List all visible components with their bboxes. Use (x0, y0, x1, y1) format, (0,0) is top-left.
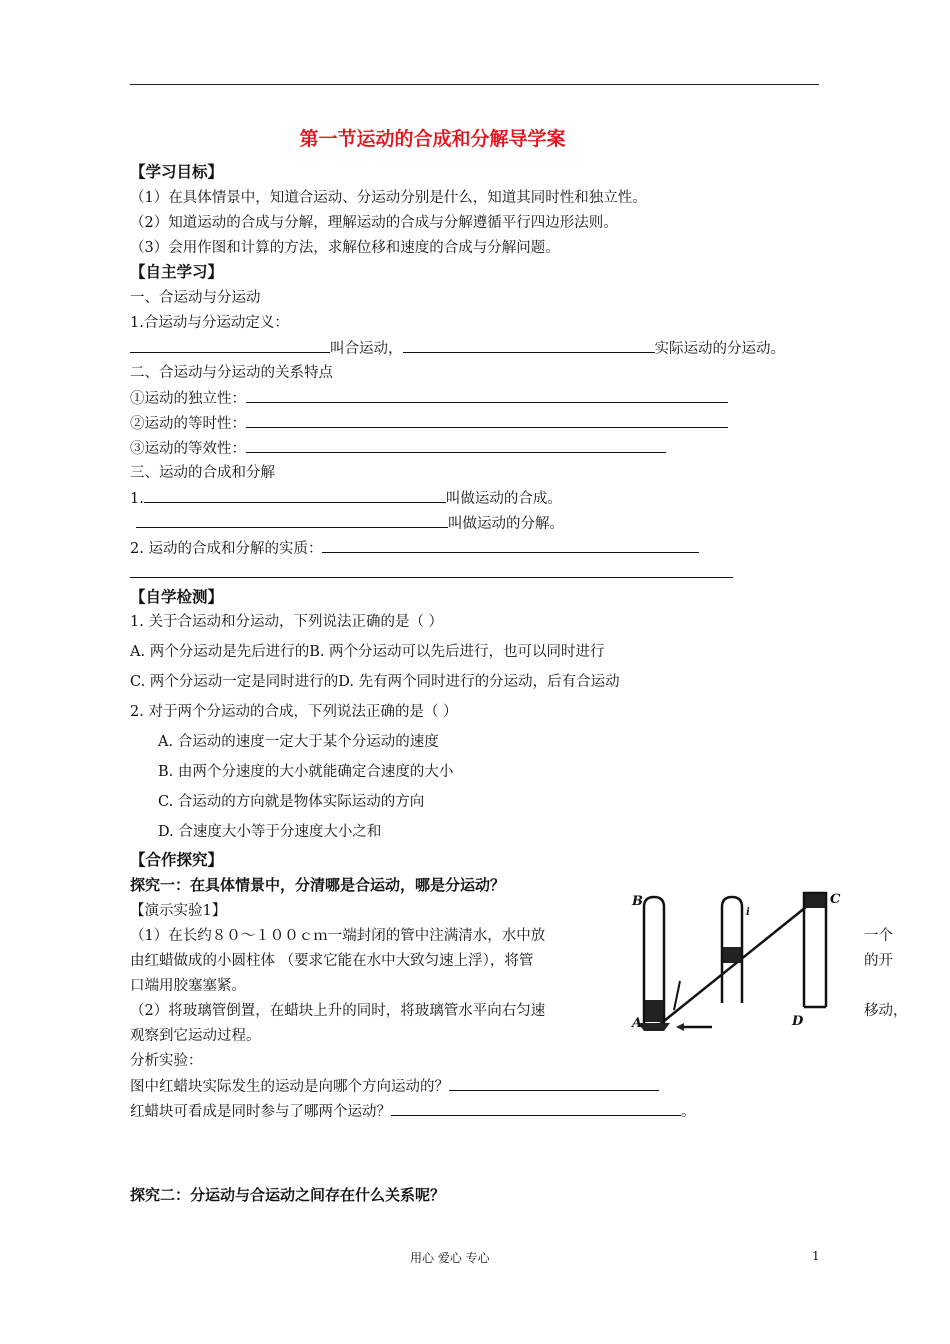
velocity-arrow (674, 981, 680, 1010)
analysis-question-text: 图中红蜡块实际发生的运动是向哪个方向运动的？ (130, 1079, 449, 1095)
definition-prompt: 1.合运动与分运动定义： (130, 315, 289, 331)
relation-independence (130, 388, 728, 409)
relation-label: ①运动的独立性： (130, 391, 246, 407)
answer-blank[interactable] (403, 338, 655, 353)
question-2-option: C. 合运动的方向就是物体实际运动的方向 (158, 794, 425, 810)
question-1-options-ab: A. 两个分运动是先后进行的B. 两个分运动可以先后进行，也可以同时进行 (130, 644, 605, 660)
stopper-base (638, 1023, 670, 1031)
wax-block-end (805, 894, 825, 908)
section-two-title: 二、合运动与分运动的关系特点 (130, 365, 333, 381)
goals-heading: 【学习目标】 (130, 163, 224, 181)
glass-tube-right (804, 893, 826, 1007)
goal-item: （3）会用作图和计算的方法，求解位移和速度的合成与分解问题。 (130, 240, 560, 256)
analysis-question-1 (130, 1076, 659, 1097)
punctuation: 。 (681, 1104, 696, 1120)
answer-blank[interactable] (130, 338, 330, 353)
relation-equivalence (130, 438, 666, 459)
answer-blank[interactable] (136, 513, 448, 528)
answer-blank[interactable] (144, 488, 446, 503)
demo-step: 由红蜡做成的小圆柱体 （要求它能在水中大致匀速上浮），将管 (130, 953, 534, 969)
definition-text-a: 叫合运动， (330, 341, 403, 357)
demo-step-continued: 的开 (864, 953, 893, 969)
analysis-question-2 (130, 1101, 696, 1122)
page-number: 1 (812, 1249, 820, 1263)
demo-title: 【演示实验1】 (130, 903, 227, 919)
label-b: B (632, 894, 643, 909)
item-number: 1. (130, 491, 144, 507)
label-c: C (830, 892, 841, 907)
composition-text: 叫做运动的合成。 (445, 491, 562, 507)
demo-step: 口端用胶塞塞紧。 (130, 978, 246, 994)
demo-step: （1）在长约８０～１００ｃｍ一端封闭的管中注满清水，水中放 (130, 928, 546, 944)
label-a: A (632, 1016, 643, 1031)
answer-blank[interactable] (322, 538, 699, 553)
wax-block-middle (723, 947, 741, 963)
relation-label: ③运动的等效性： (130, 441, 246, 457)
arrow-head-icon (676, 1023, 684, 1031)
answer-blank[interactable] (246, 413, 728, 428)
answer-blank[interactable] (449, 1076, 659, 1091)
answer-blank[interactable] (130, 577, 733, 578)
demo-step: （2）将玻璃管倒置，在蜡块上升的同时，将玻璃管水平向右匀速 (130, 1003, 546, 1019)
answer-blank[interactable] (246, 388, 728, 403)
self-check-heading: 【自学检测】 (130, 588, 224, 606)
inquiry-two-title: 探究二：分运动与合运动之间存在什么关系呢？ (130, 1186, 446, 1204)
inquiry-one-title: 探究一：在具体情景中，分清哪是合运动，哪是分运动？ (130, 876, 506, 894)
decomposition-definition (136, 513, 564, 534)
answer-blank[interactable] (246, 438, 666, 453)
demo-step-continued: 移动， (864, 1003, 908, 1019)
analysis-label: 分析实验： (130, 1053, 203, 1069)
self-study-heading: 【自主学习】 (130, 263, 224, 281)
cooperative-heading: 【合作探究】 (130, 851, 224, 869)
question-2-option: B. 由两个分速度的大小就能确定合速度的大小 (158, 764, 454, 780)
essence-question (130, 538, 699, 559)
section-three-title: 三、运动的合成和分解 (130, 465, 275, 481)
label-i: i (746, 907, 750, 918)
question-2-option: A. 合运动的速度一定大于某个分运动的速度 (158, 734, 439, 750)
demo-step-continued: 一个 (864, 928, 893, 944)
analysis-question-text: 红蜡块可看成是同时参与了哪两个运动？ (130, 1104, 391, 1120)
question-2-option: D. 合速度大小等于分速度大小之和 (158, 824, 382, 840)
goal-item: （1）在具体情景中，知道合运动、分运动分别是什么，知道其同时性和独立性。 (130, 190, 647, 206)
tube-experiment-figure (614, 885, 864, 1040)
section-one-title: 一、合运动与分运动 (130, 290, 261, 306)
relation-label: ②运动的等时性： (130, 416, 246, 432)
question-1-options-cd: C. 两个分运动一定是同时进行的D. 先有两个同时进行的分运动，后有合运动 (130, 674, 620, 690)
definition-fill-line (130, 338, 785, 359)
header-rule (130, 84, 819, 85)
footer-motto: 用心 爱心 专心 (410, 1251, 490, 1265)
answer-blank[interactable] (391, 1101, 681, 1116)
relation-simultaneity (130, 413, 728, 434)
question-1: 1. 关于合运动和分运动，下列说法正确的是（ ） (130, 614, 444, 630)
decomposition-text: 叫做运动的分解。 (448, 516, 564, 532)
composition-definition (130, 488, 562, 509)
question-2: 2. 对于两个分运动的合成，下列说法正确的是（ ） (130, 704, 458, 720)
definition-text-b: 实际运动的分运动。 (654, 341, 785, 357)
essence-label: 2. 运动的合成和分解的实质： (130, 541, 323, 557)
page-title: 第一节运动的合成和分解导学案 (299, 128, 566, 150)
wax-block-start (645, 1000, 663, 1022)
goal-item: （2）知道运动的合成与分解，理解运动的合成与分解遵循平行四边形法则。 (130, 215, 618, 231)
label-d: D (792, 1014, 804, 1029)
demo-step: 观察到它运动过程。 (130, 1028, 261, 1044)
